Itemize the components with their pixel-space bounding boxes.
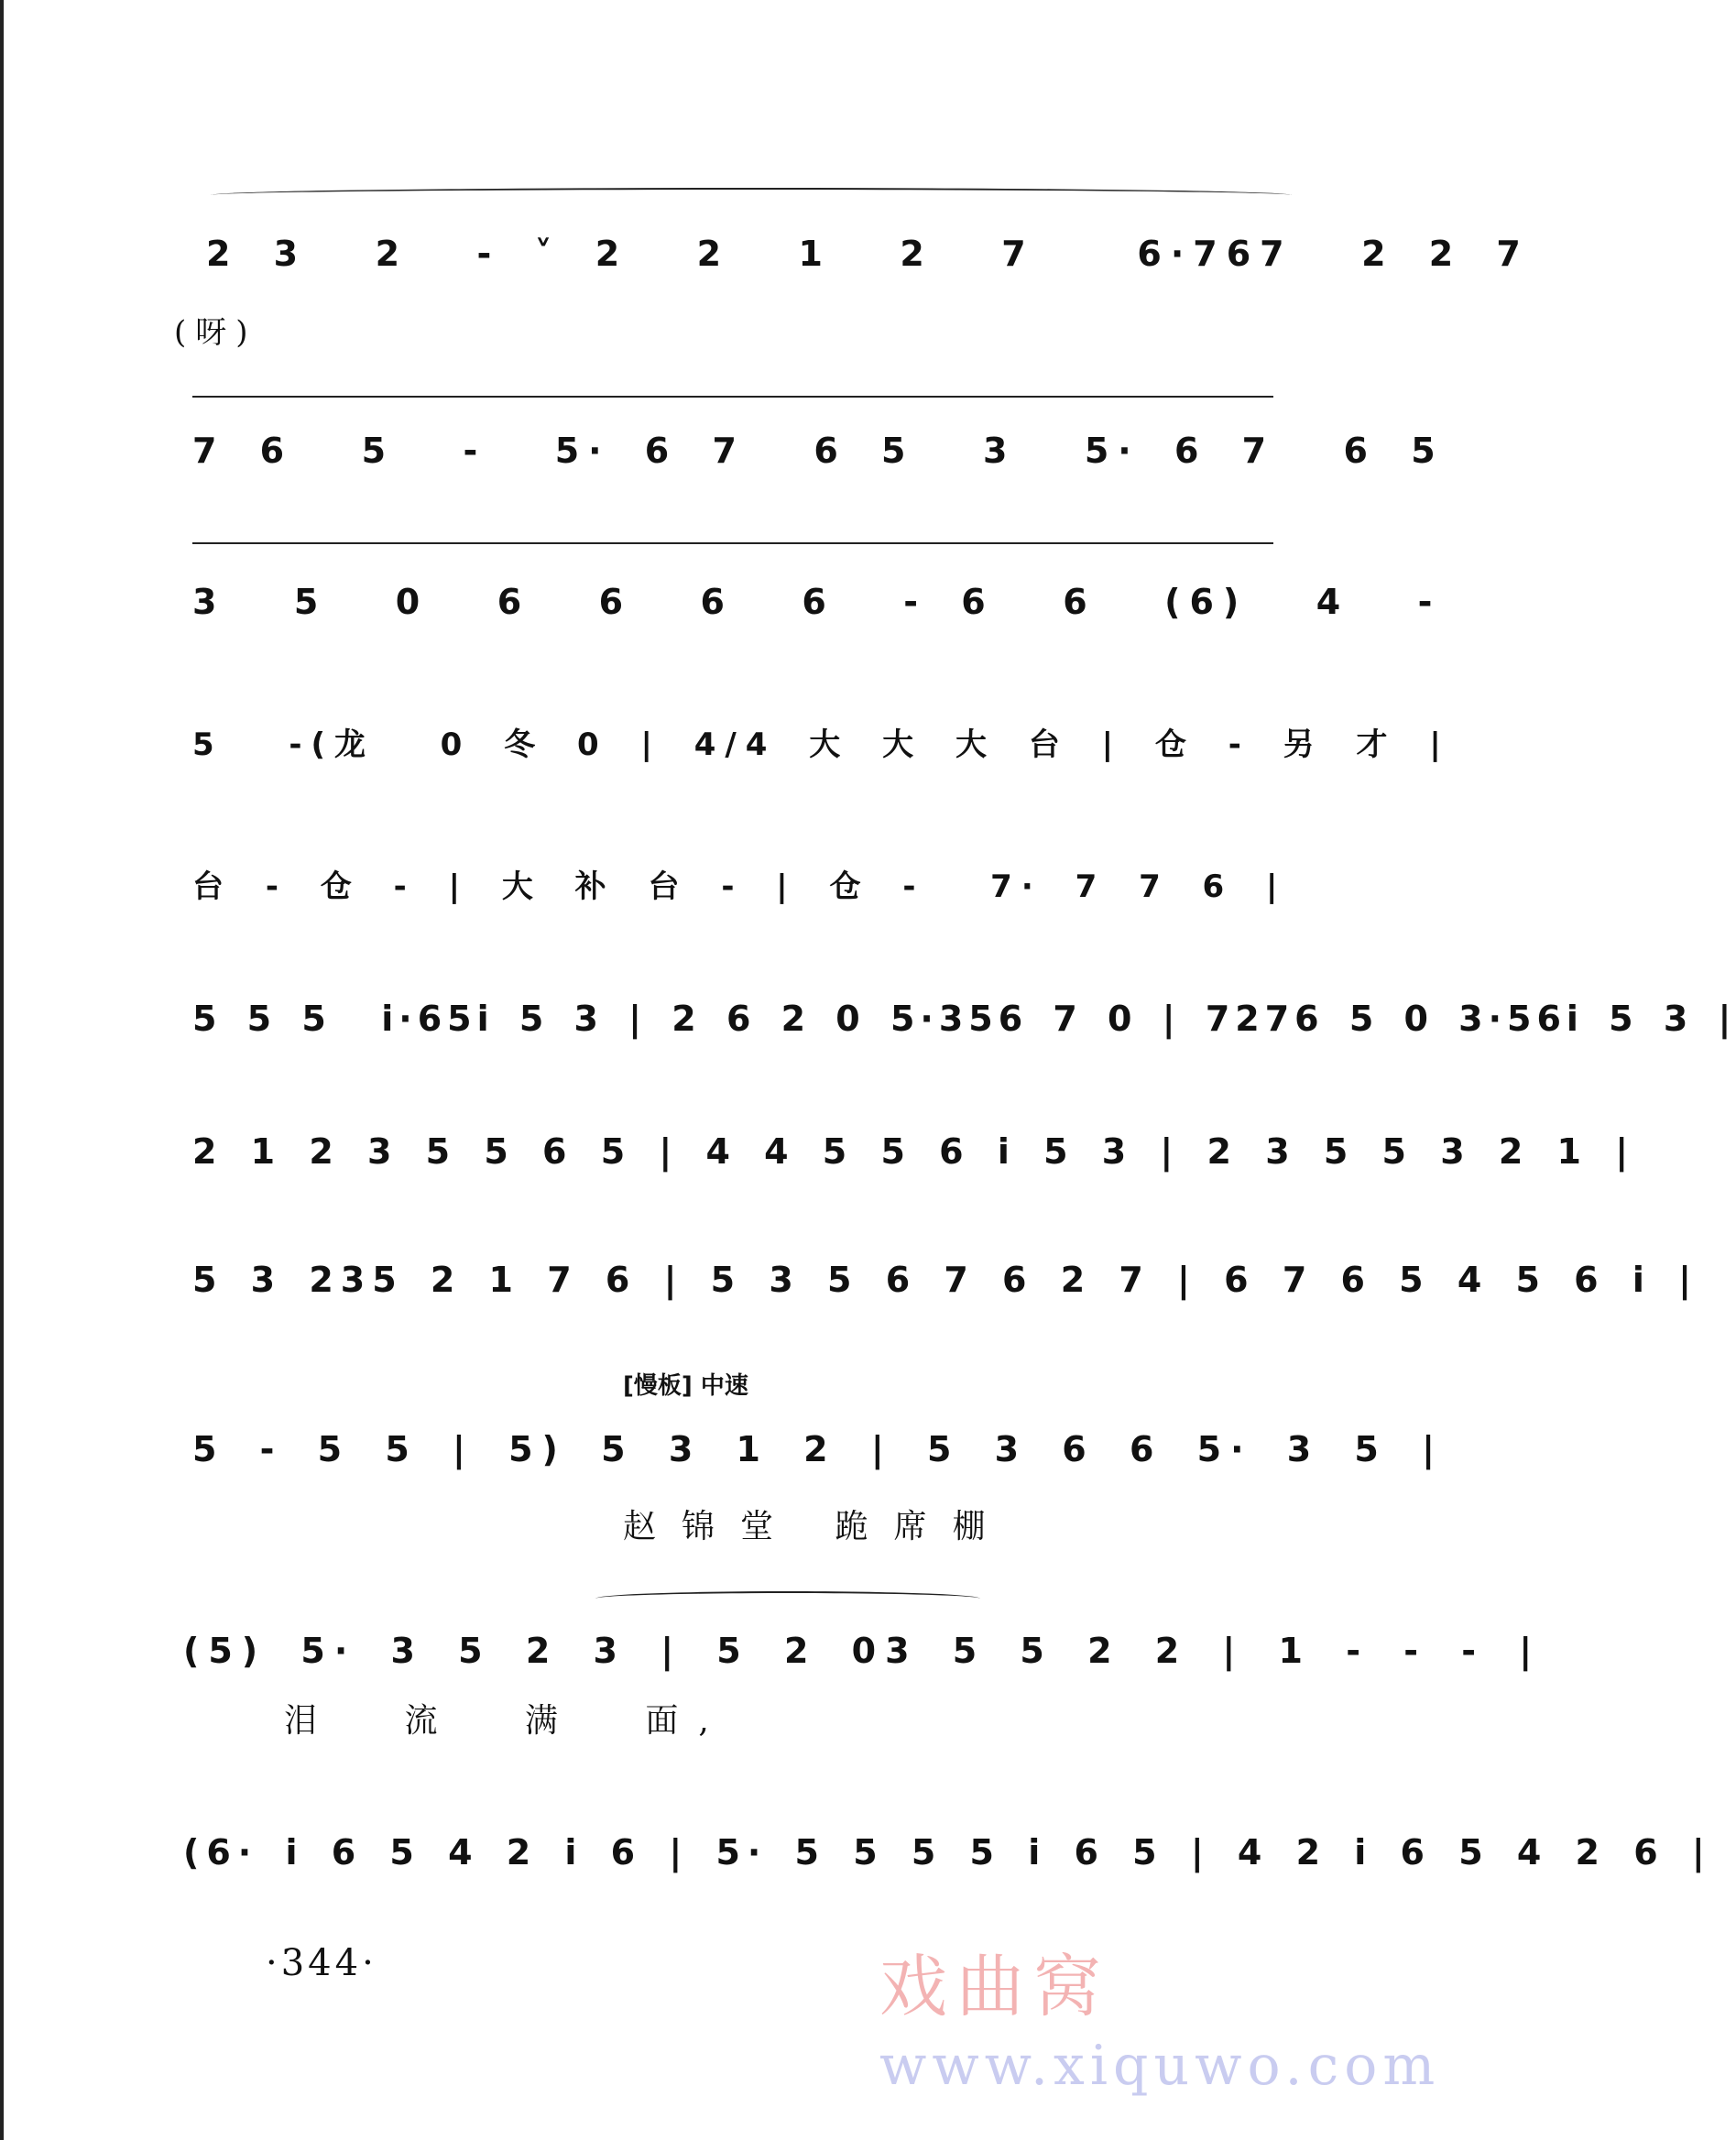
notation-line: 5 -(龙 0 冬 0 | 4/4 大 大 大 台 | 仓 - 另 才 | — [192, 726, 1450, 763]
notation-line: (5) 5· 3 5 2 3 | 5 2 03 5 5 2 2 | 1 - - - | — [183, 1631, 1542, 1671]
score-row-6 — [183, 971, 1736, 1081]
page-number: ·344· — [266, 1942, 377, 1984]
watermark-name: 戏曲窝 — [879, 1948, 1110, 2026]
notation-line: 5 - 5 5 | 5) 5 3 1 2 | 5 3 6 6 5· 3 5 | — [192, 1429, 1444, 1469]
score-row-7 — [183, 1104, 1636, 1214]
score-row-9 — [183, 1402, 1444, 1545]
tempo-marking: [慢板] 中速 — [623, 1372, 748, 1400]
notation-line: 3 5 0 6 6 6 6 - 6 6 (6) 4 - — [192, 582, 1442, 622]
divider-line — [192, 396, 1273, 398]
lyric-line: 泪 流 满 面, — [284, 1702, 729, 1740]
notation-line: 5 5 5 i·65i 5 3 | 2 6 2 0 5·356 7 0 | 7276 5 0 3·56i 5 3 | — [192, 999, 1736, 1039]
divider-line — [192, 542, 1273, 544]
score-row-5 — [183, 834, 1310, 944]
slur-mark — [211, 188, 1292, 202]
notation-line: 2 1 2 3 5 5 6 5 | 4 4 5 5 6 i 5 3 | 2 3 5 5 3 2 1 | — [192, 1131, 1636, 1172]
score-row-interjection — [174, 279, 1310, 389]
score-row-8 — [183, 1232, 1698, 1342]
notation-line: 5 3 235 2 1 7 6 | 5 3 5 6 7 6 2 7 | 6 7 6 5 4 5 6 i | — [192, 1260, 1698, 1300]
notation-line: (6· i 6 5 4 2 i 6 | 5· 5 5 5 5 i 6 5 | 4 2 i 6 5 4 2 6 | — [183, 1832, 1712, 1872]
score-row-10 — [183, 1603, 1542, 1740]
score-row-4 — [183, 692, 1450, 802]
lyric-line: 赵锦堂 跪席棚 — [623, 1508, 1011, 1545]
watermark-url: www.xiquwo.com — [879, 2034, 1441, 2098]
interjection-text: (呀) — [174, 314, 257, 351]
score-row-2 — [183, 403, 1445, 513]
score-row-3 — [183, 554, 1442, 664]
notation-line: 2 3 2 - ˅ 2 2 1 2 7 6·767 2 2 7 — [206, 234, 1530, 274]
score-row-11 — [183, 1805, 1712, 1915]
page-edge-rule — [0, 0, 4, 2140]
notation-line: 台 - 仓 - | 大 补 台 - | 仓 - 7· 7 7 6 | — [192, 868, 1287, 905]
notation-line: 7 6 5 - 5· 6 7 6 5 3 5· 6 7 6 5 — [192, 431, 1445, 471]
